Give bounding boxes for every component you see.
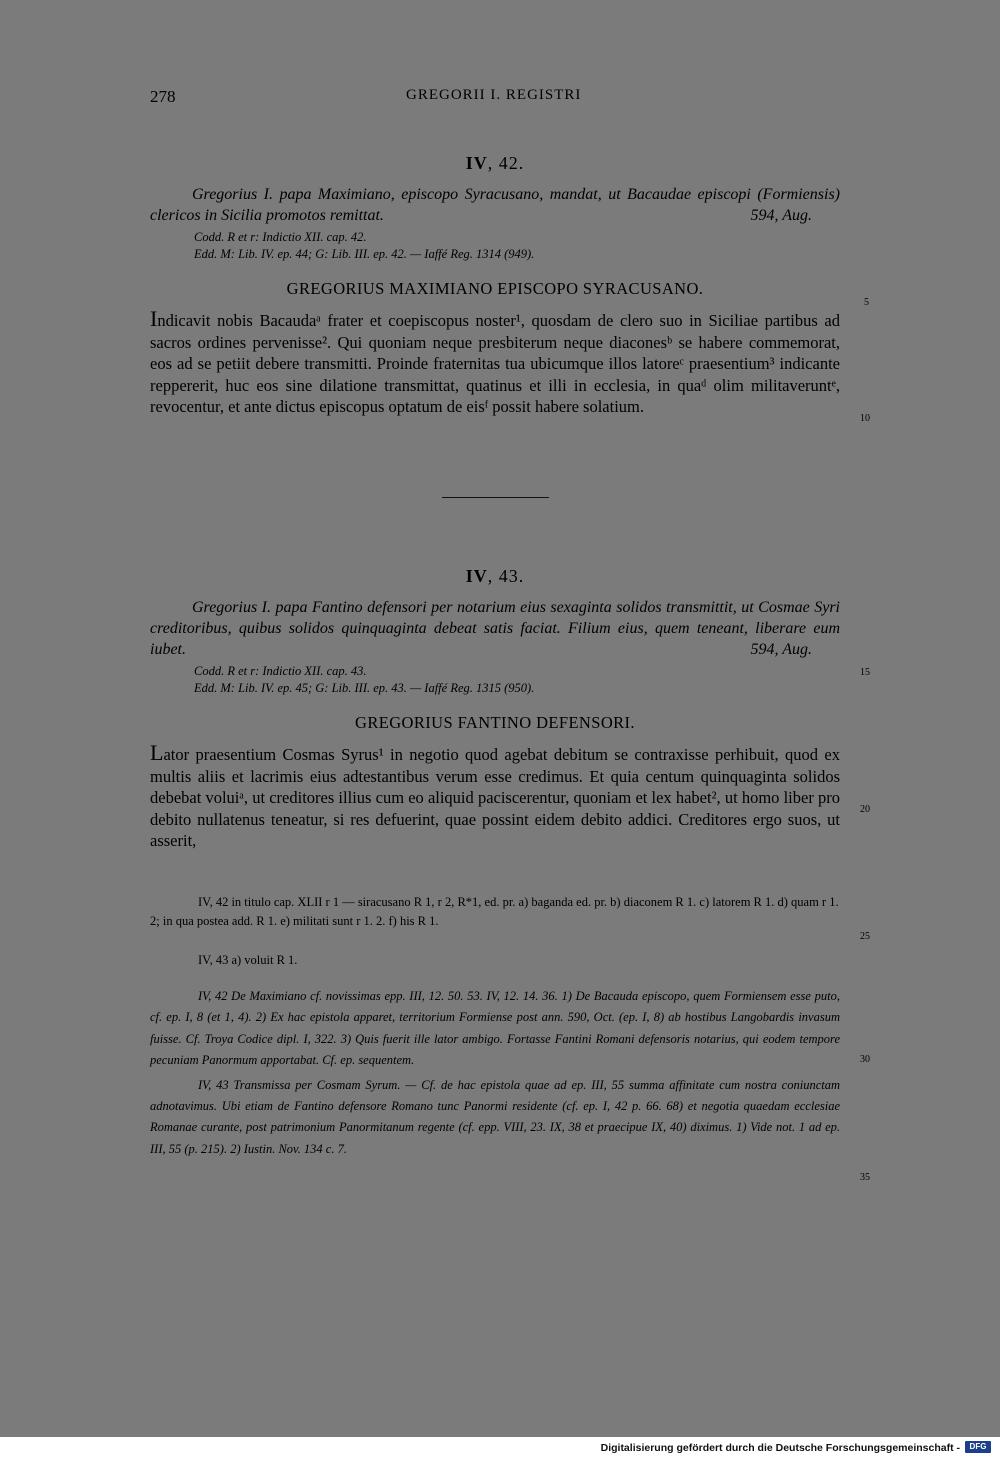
epistle-43-text — [150, 742, 840, 852]
apparatus-ep42: IV, 42 in titulo cap. XLII r 1 — siracusano R 1, r 2, R*1, ed. pr. a) baganda ed. pr. b) diaconem R 1. c) latorem R 1. d) quam r 1. 2; in qua postea add. R 1. e) militati sunt r 1. 2. f) his R 1. — [150, 895, 839, 928]
epistle-43-book: IV — [465, 566, 488, 586]
line-number-20: 20 — [860, 804, 870, 815]
epistle-42-initial: I — [150, 306, 158, 331]
epistle-43-summary — [150, 597, 840, 660]
epistle-42-number — [150, 153, 840, 174]
epistle-43-number — [150, 566, 840, 587]
epistle-43-edd: Edd. M: Lib. IV. ep. 45; G: Lib. III. ep. 43. — Iaffé Reg. 1315 (950). — [194, 681, 535, 695]
epistle-42-summary — [150, 184, 840, 226]
note-ep43: IV, 43 Transmissa per Cosmam Syrum. — Cf. de hac epistola quae ad ep. III, 55 summa affinitate cum nostra coniunctam adnotavimus. Ubi etiam de Fantino defensore Romano tunc Panormi residente (cf. ep. I, 42 p. 66. 68) et negotia quaedam ecclesiae Romanae curante, post patrimonium Panormitanum regente (cf. epp. VIII, 23. IX, 38 et praecipue IX, 40) diximus. 1) Vide not. 1 ad ep. III, 55 (p. 215). 2) Iustin. Nov. 134 c. 7. — [150, 1077, 840, 1156]
line-number-30: 30 — [860, 1054, 870, 1065]
page-number: 278 — [150, 87, 176, 106]
epistle-42-edd: Edd. M: Lib. IV. ep. 44; G: Lib. III. ep. 42. — Iaffé Reg. 1314 (949). — [194, 247, 535, 261]
epistle-43-initial: L — [150, 740, 164, 765]
section-separator — [442, 497, 549, 498]
epistle-42-book: IV — [465, 153, 488, 173]
line-number-15: 15 — [860, 667, 870, 678]
line-number-35: 35 — [860, 1172, 870, 1183]
epistle-42-body: ndicavit nobis Bacaudaᵃ frater et coepiscopus noster¹, quosdam de clero suo in Siciliae partibus ad sacros ordines pervenisse². Qui quoniam neque presbiterum neque diaconesᵇ se habere commemorat, eos ad se petiit debere transmitti. Proinde fraternitas tua ubicumque illos latoreᶜ praesentium³ indicante reppererit, huc eos sine dilatione transmittat, quatinus et illi in ecclesia, in quaᵈ olim militaveruntᵉ, revocentur, et ante dictus episcopus optatum de eisᶠ possit habere solatium. — [150, 311, 840, 417]
epistle-42-summary-text: Gregorius I. papa Maximiano, episcopo Syracusano, mandat, ut Bacaudae episcopi (Formiensis) clericos in Sicilia promotos remittat. — [150, 186, 840, 224]
epistle-42-text — [150, 308, 840, 418]
epistle-43-summary-text: Gregorius I. papa Fantino defensori per notarium eius sexaginta solidos transmittit, ut Cosmae Syri creditoribus, quibus solidos quinquaginta debeat satis faciat. Filium eius, quem teneant, liberare eum iubet. — [150, 599, 840, 658]
line-number-10: 10 — [860, 413, 870, 424]
running-head: GREGORII I. REGISTRI — [406, 87, 582, 103]
epistle-43-codd: Codd. R et r: Indictio XII. cap. 43. — [194, 664, 367, 678]
dfg-logo: DFG — [965, 1441, 991, 1453]
note-ep42: IV, 42 De Maximiano cf. novissimas epp. III, 12. 50. 53. IV, 12. 14. 36. 1) De Bacauda episcopo, quem Formiensem esse puto, cf. ep. I, 8 (et 1, 4). 2) Ex hac epistola apparet, territorium Formiense post ann. 590, Oct. (ep. I, 8) ab hostibus Langobardis invasum fuisse. Cf. Troya Codice dipl. I, 322. 3) Quis fuerit ille lator ambigo. Fortasse Fantini Romani defensoris notarius, qui eodem tempore pecuniam Panormum apportabat. Cf. ep. sequentem. — [150, 989, 840, 1068]
epistle-42-codd: Codd. R et r: Indictio XII. cap. 42. — [194, 230, 367, 244]
epistle-42-index: , 42. — [487, 153, 525, 173]
line-number-5: 5 — [864, 297, 869, 308]
epistle-42-salutation: GREGORIUS MAXIMIANO EPISCOPO SYRACUSANO. — [286, 279, 704, 298]
epistle-43-salutation: GREGORIUS FANTINO DEFENSORI. — [355, 713, 635, 732]
line-number-25: 25 — [860, 931, 870, 942]
apparatus-ep43: IV, 43 a) voluit R 1. — [198, 953, 298, 967]
epistle-42 — [150, 153, 840, 418]
commentary-notes — [150, 986, 840, 1160]
epistle-43 — [150, 566, 840, 852]
epistle-43-body: ator praesentium Cosmas Syrus¹ in negotio quod agebat debitum se contraxisse perhibuit, quod ex multis aliis et lacrimis eius adtestantibus verum esse credimus. Et quia centum quinquaginta solidos debebat voluiᵃ, ut creditores illius cum eo aliquid paciscerentur, quoniam et lex habet², ut homo liber pro debito nullatenus teneatur, si res defuerint, quae possint eidem debito addici. Creditores ergo suos, ut asserit, — [150, 745, 840, 851]
epistle-43-date: 594, Aug. — [750, 641, 812, 658]
footer-credit: Digitalisierung gefördert durch die Deutsche Forschungsgemeinschaft - — [600, 1442, 960, 1454]
epistle-42-date: 594, Aug. — [750, 207, 812, 224]
epistle-43-index: , 43. — [487, 566, 525, 586]
